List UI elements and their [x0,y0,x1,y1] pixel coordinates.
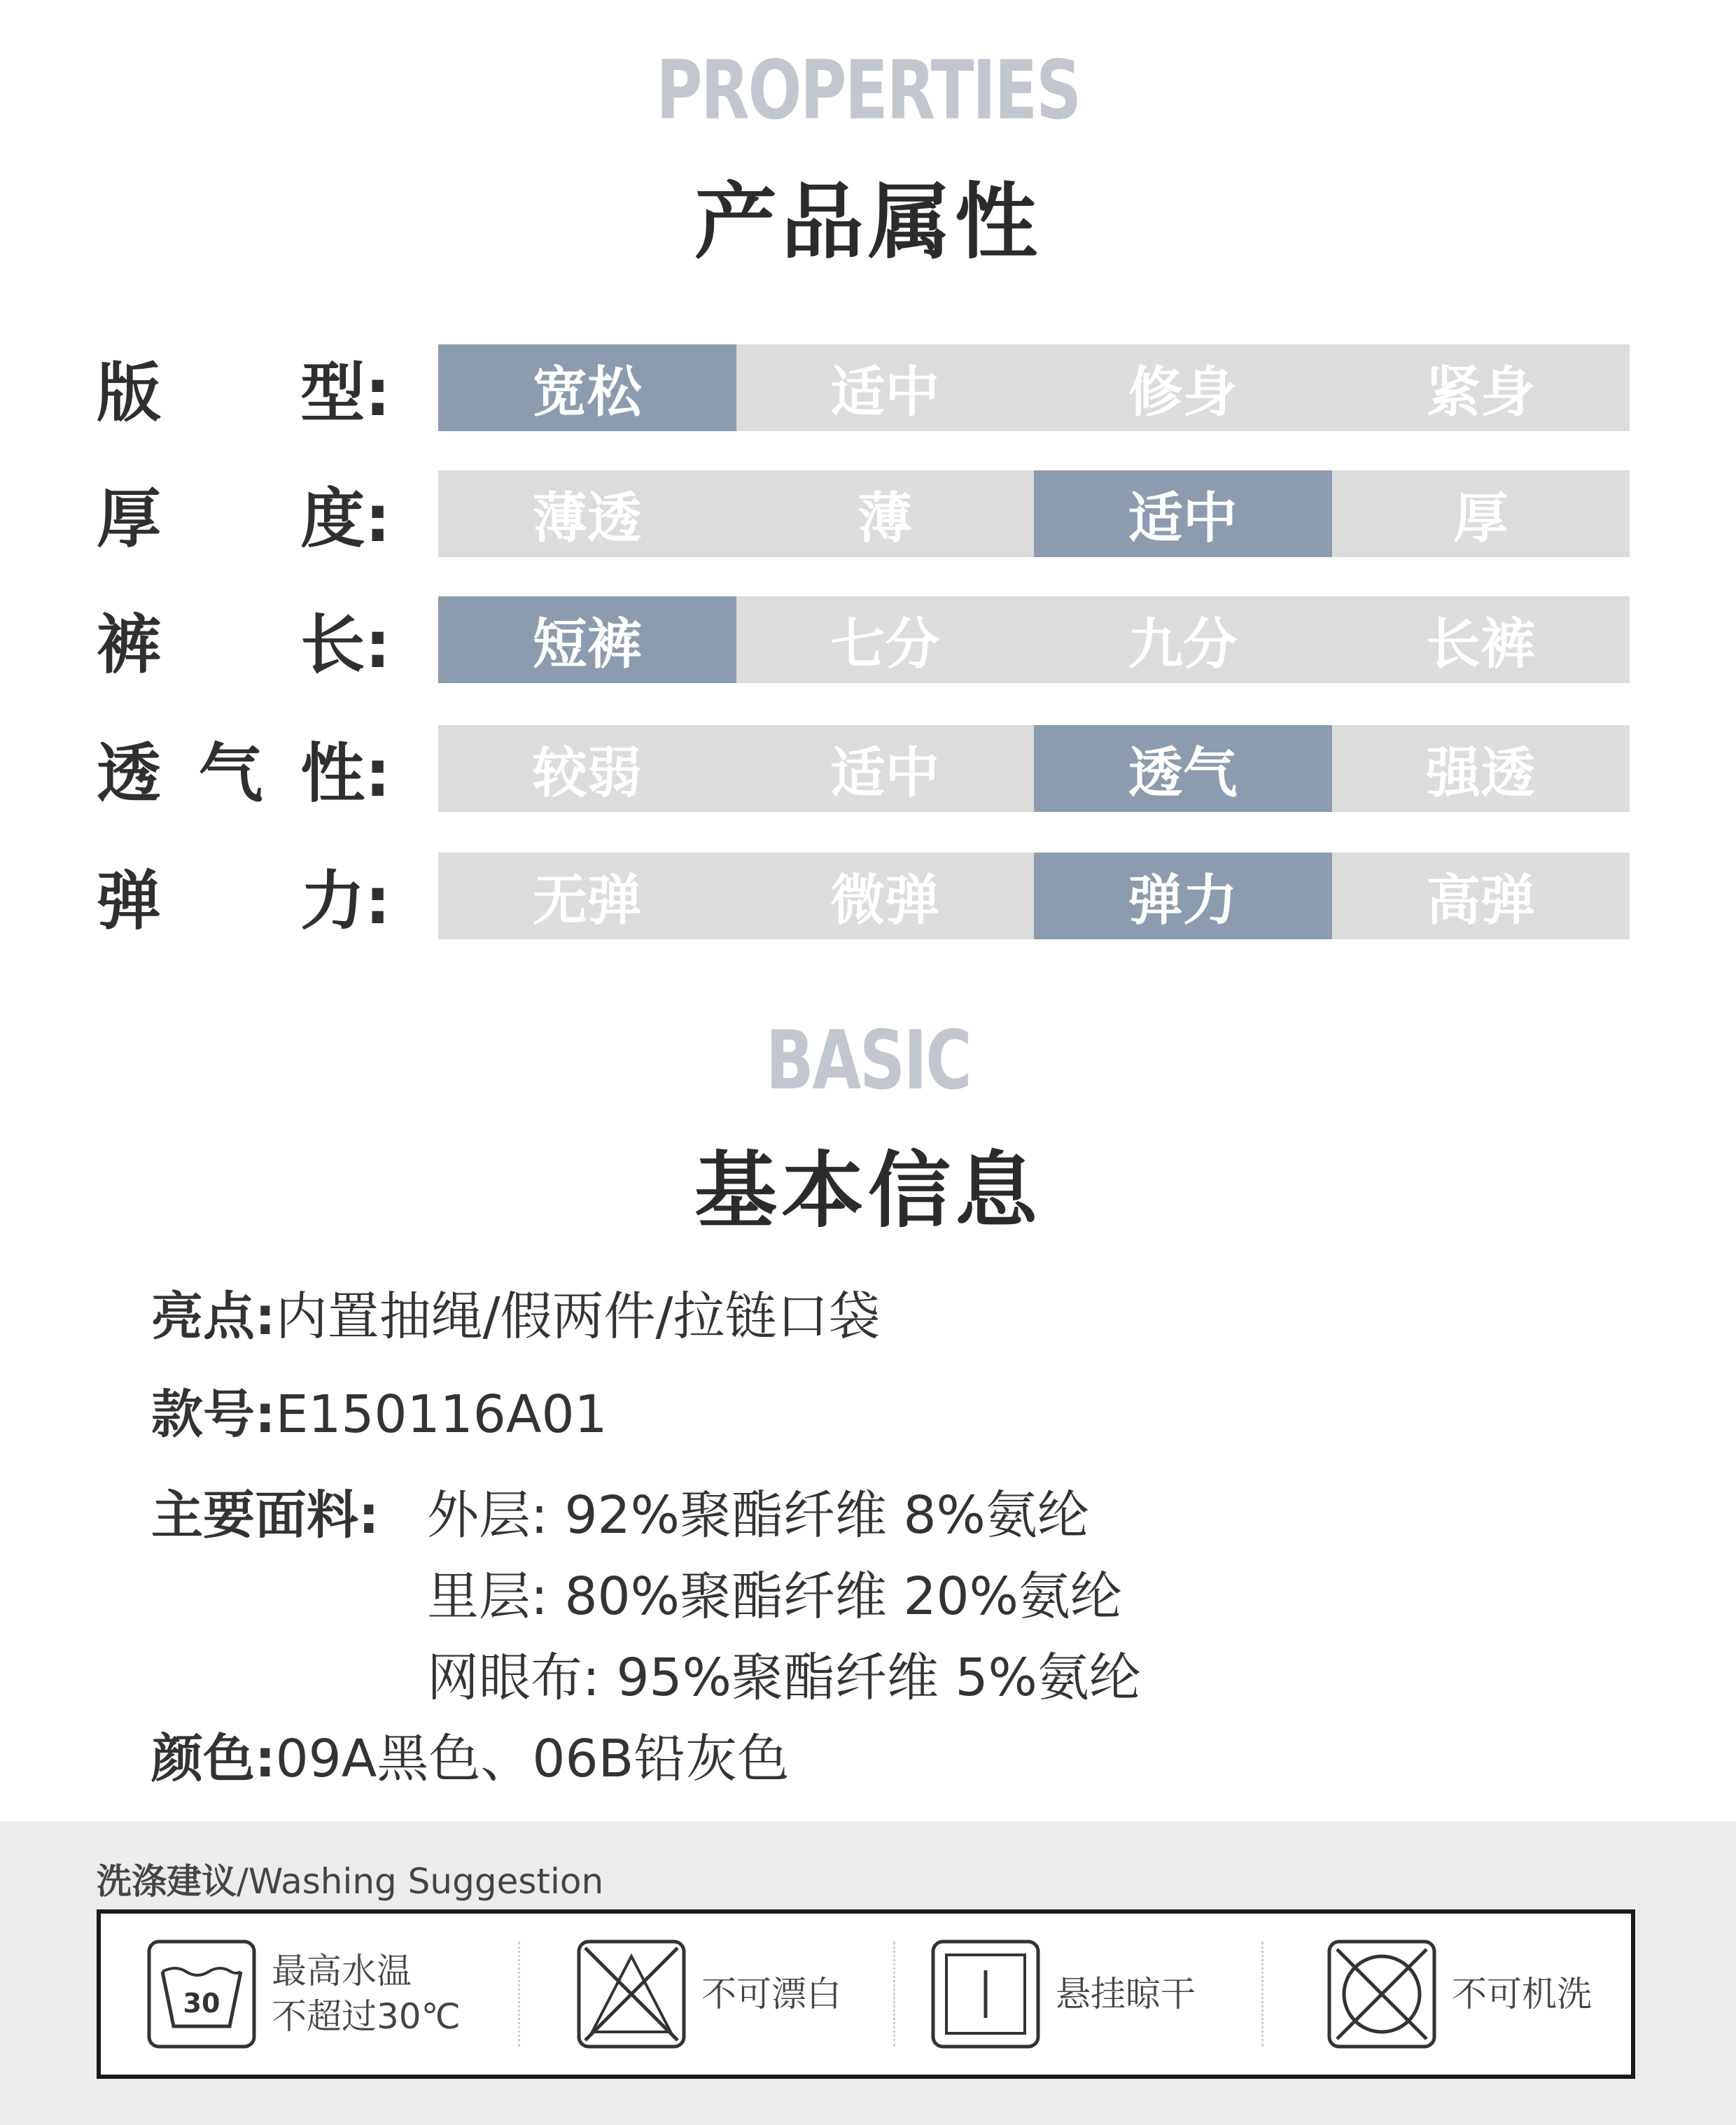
property-option: 微弹 [736,853,1035,939]
property-label-char: 厚 [97,482,162,556]
hang-dry-icon [931,1940,1040,2049]
property-options [438,596,1630,683]
property-label-char: 版 [97,356,162,430]
property-row [0,596,1736,683]
property-label-char: 透 [97,736,162,811]
wash-item-no-bleach [577,1914,841,2075]
property-option: 强透 [1332,725,1630,812]
property-option-selected: 宽松 [438,344,736,431]
property-label-char: 型: [300,356,391,430]
property-options [438,344,1630,431]
property-option: 较弱 [438,725,736,812]
property-option: 七分 [736,596,1035,683]
fabric-line [151,1474,379,1548]
fabric-outer: 外层: 92%聚酯纤维 8%氨纶 [427,1485,1089,1545]
divider [893,1942,895,2047]
property-option: 紧身 [1332,344,1630,431]
style-number-key: 款号: [151,1384,276,1445]
property-option: 适中 [736,725,1035,812]
property-label [97,470,391,557]
property-option: 修身 [1034,344,1332,431]
fabric-key: 主要面料: [151,1485,379,1545]
color-value: 09A黑色、06B铅灰色 [275,1729,790,1789]
highlight-value: 内置抽绳/假两件/拉链口袋 [275,1286,881,1347]
fabric-lining: 里层: 80%聚酯纤维 20%氨纶 [427,1566,1122,1627]
property-option: 厚 [1332,470,1630,557]
property-option: 适中 [736,344,1035,431]
property-row [0,344,1736,431]
property-label-char: 性: [300,736,391,811]
property-option: 九分 [1034,596,1332,683]
wash-item-hang-dry [931,1914,1196,2075]
property-option: 薄透 [438,470,736,557]
property-row [0,470,1736,557]
style-number-value: E150116A01 [275,1384,608,1445]
wash-30-icon [147,1940,256,2049]
washing-title [97,1853,603,1904]
divider [1261,1942,1264,2047]
property-label-char: 弹 [97,864,162,939]
no-bleach-text: 不可漂白 [701,1973,841,2014]
color-key: 颜色: [151,1729,276,1789]
property-label-char: 气 [198,736,263,811]
property-row [0,725,1736,812]
fabric-mesh: 网眼布: 95%聚酯纤维 5%氨纶 [427,1648,1141,1708]
property-label-char: 度: [300,482,391,556]
hang-dry-text: 悬挂晾干 [1056,1973,1196,2014]
property-option-selected: 弹力 [1034,853,1332,939]
style-number-line [151,1373,608,1447]
property-label-char: 裤 [97,608,162,682]
washing-title-cn: 洗涤建议 [97,1861,237,1902]
property-options [438,725,1630,812]
properties-title-en: PROPERTIES [656,43,1080,138]
wash-temp-badge: 30 [183,1988,220,2019]
property-option: 无弹 [438,853,736,939]
highlight-key: 亮点: [151,1286,276,1347]
property-label [97,725,391,812]
property-option-selected: 短裤 [438,596,736,683]
basic-title-en: BASIC [765,1014,971,1108]
property-label-char: 力: [300,864,391,939]
property-options [438,470,1630,557]
property-label [97,853,391,939]
basic-title-cn: 基本信息 [694,1142,1042,1239]
washing-box [97,1909,1635,2079]
washing-title-en: /Washing Suggestion [237,1861,604,1902]
property-option-selected: 透气 [1034,725,1332,812]
color-line [151,1718,789,1792]
highlight-line [151,1275,880,1349]
property-option: 高弹 [1332,853,1630,939]
no-machine-wash-text: 不可机洗 [1452,1973,1592,2014]
property-row [0,853,1736,939]
no-bleach-icon [577,1940,686,2049]
property-option: 长裤 [1332,596,1630,683]
property-option: 薄 [736,470,1035,557]
wash-temperature-text: 最高水温 不超过30℃ [272,1951,461,2037]
wash-item-no-machine-wash [1327,1914,1592,2075]
property-label [97,344,391,431]
properties-title-cn: 产品属性 [694,174,1042,270]
property-option-selected: 适中 [1034,470,1332,557]
property-options [438,853,1630,939]
divider [518,1942,520,2047]
wash-item-temperature [147,1914,461,2075]
property-label [97,596,391,683]
property-label-char: 长: [300,608,391,682]
no-machine-wash-icon [1327,1940,1436,2049]
